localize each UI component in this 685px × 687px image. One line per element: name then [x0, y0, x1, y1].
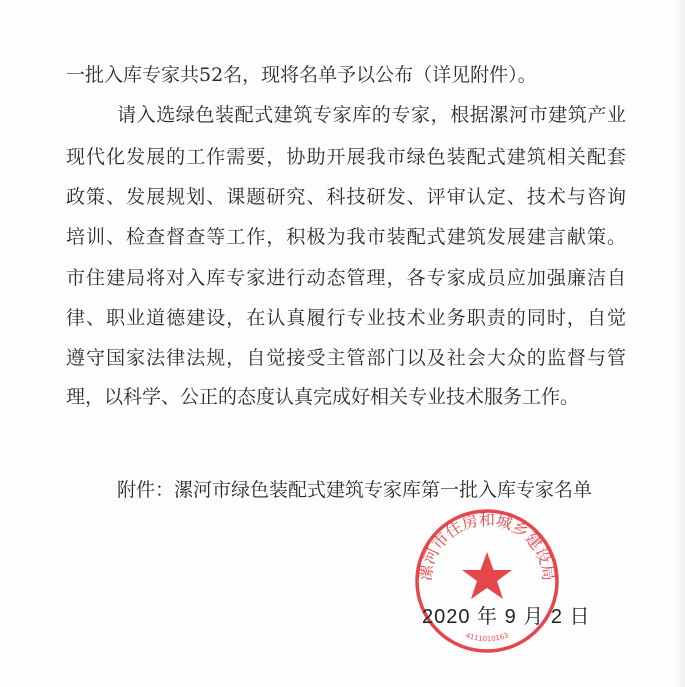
star-icon	[462, 552, 512, 599]
body-line: 现代化发展的工作需要，协助开展我市绿色装配式建筑相关配套	[66, 146, 626, 168]
body-line: 遵守国家法律法规，自觉接受主管部门以及社会大众的监督与管	[66, 347, 626, 369]
svg-text:4111010163	[464, 631, 509, 643]
page-edge-shadow	[673, 0, 685, 687]
official-seal	[414, 508, 560, 654]
body-line: 政策、发展规划、课题研究、科技研发、评审认定、技术与咨询	[66, 186, 626, 208]
body-line: 律、职业道德建设，在认真履行专业技术业务职责的同时，自觉	[66, 307, 626, 329]
document-date: 2020 年 9 月 2 日	[422, 606, 591, 628]
attachment-line: 附件：漯河市绿色装配式建筑专家库第一批入库专家名单	[117, 479, 593, 501]
body-line: 市住建局将对入库专家进行动态管理，各专家成员应加强廉洁自	[66, 267, 626, 289]
body-line: 一批入库专家共52名，现将名单予以公布（详见附件）。	[66, 64, 537, 86]
body-line: 请入选绿色装配式建筑专家库的专家，根据漯河市建筑产业	[117, 104, 626, 126]
seal-text: 漯河市住房和城乡建设局	[415, 510, 559, 582]
body-line: 培训、检查督查等工作，积极为我市装配式建筑发展建言献策。	[66, 226, 626, 248]
body-line: 理，以科学、公正的态度认真完成好相关专业技术服务工作。	[66, 386, 580, 408]
seal-code: 4111010163	[464, 631, 510, 644]
